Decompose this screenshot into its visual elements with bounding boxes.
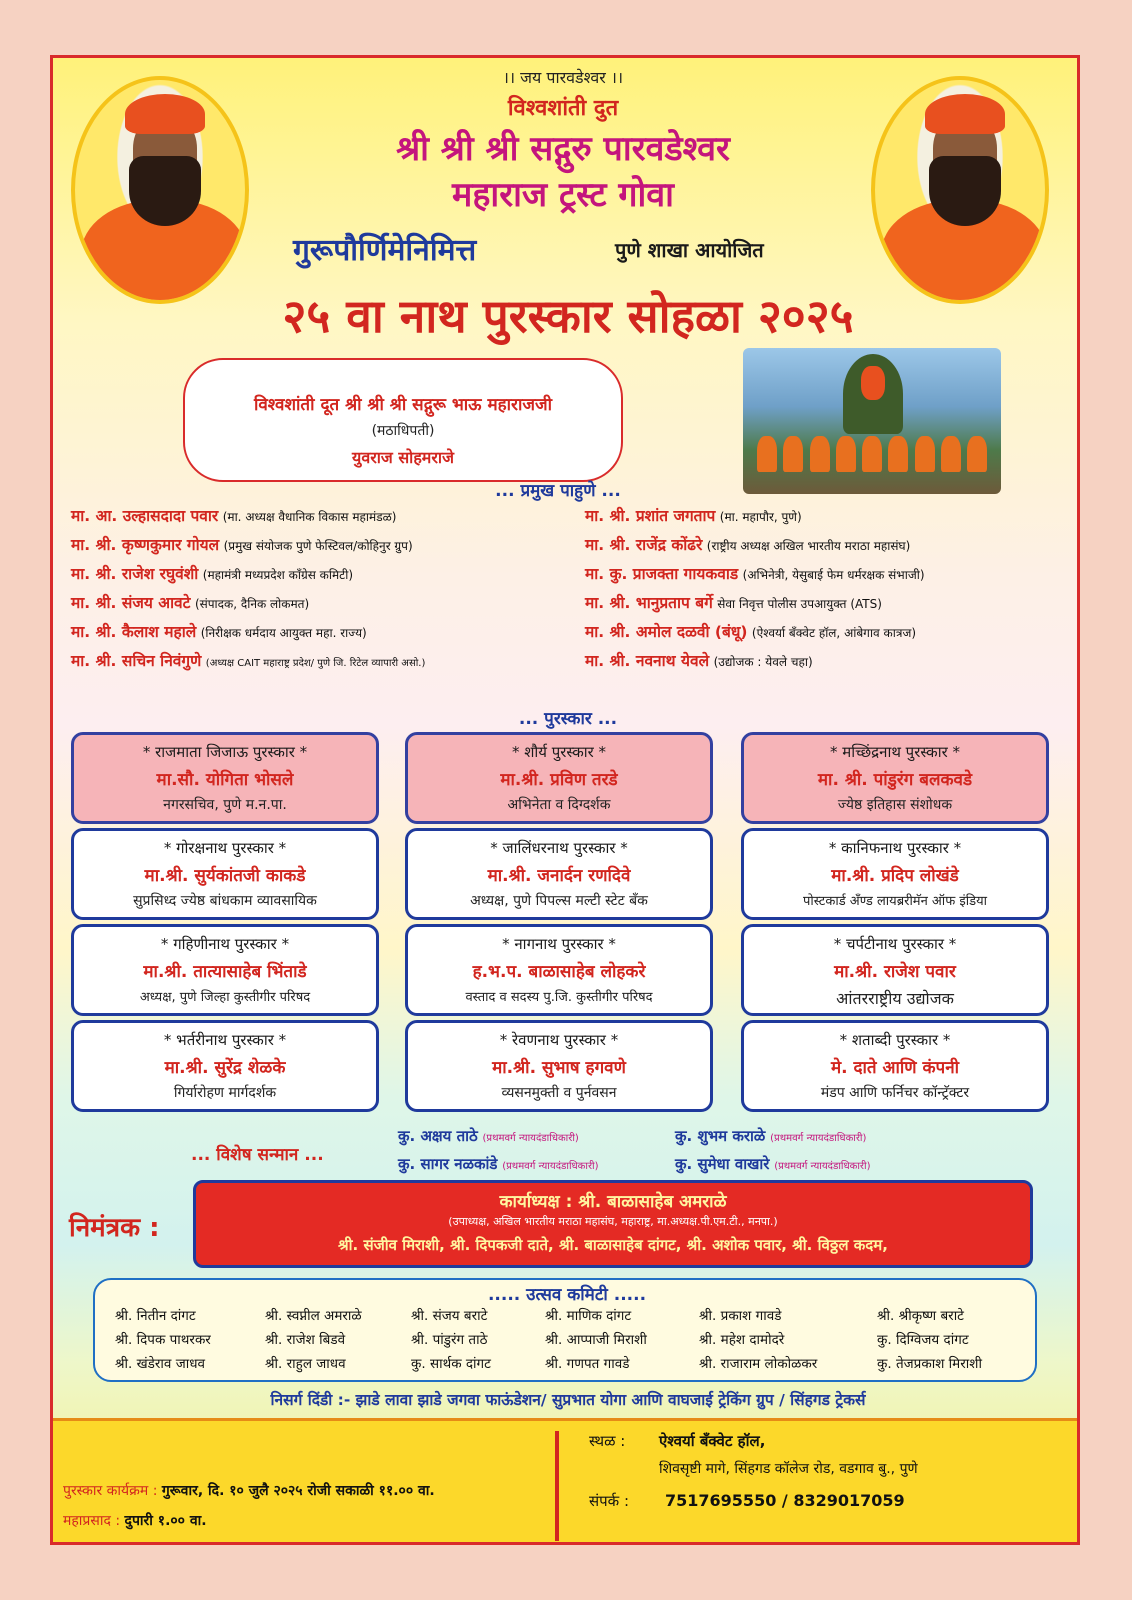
committee-member: श्री. माणिक दांगट [545,1308,632,1324]
committee-member: श्री. आप्पाजी मिराशी [545,1332,647,1348]
contact-label: संपर्क : [589,1492,630,1510]
committee-member: श्री. राजेश बिडवे [265,1332,346,1348]
committee-member: श्री. राहुल जाधव [265,1356,346,1372]
special-label: ... विशेष सन्मान ... [191,1145,324,1165]
committee-member: श्री. खंडेराव जाधव [115,1356,206,1372]
guru-photo-left [71,76,249,304]
program-info: पुरस्कार कार्यक्रम : गुरूवार, दि. १० जुलै २०२५ रोजी सकाळी ११.०० वा. [63,1483,435,1499]
venue-label: स्थळ : [589,1432,626,1450]
committee-heading: ..... उत्सव कमिटी ..... [487,1285,647,1305]
subtitle: विश्वशांती दुत [507,96,619,121]
award-card-1: * राजमाता जिजाऊ पुरस्कार * मा.सौ. योगिता भोसले नगरसचिव, पुणे म.न.पा. [71,732,379,824]
committee-member: श्री. महेश दामोदरे [699,1332,785,1348]
invocation: ।। जय पारवडेश्वर ।। [502,68,624,87]
event-title: २५ वा नाथ पुरस्कार सोहळा २०२५ [282,289,854,343]
nisarg-dindi: निसर्ग दिंडी :- झाडे लावा झाडे जगवा फाऊंडेशन/ सुप्रभात योगा आणि वाघजाई ट्रेकिंग ग्रुप / सिंहगड ट्रेकर्स [270,1391,866,1409]
trust-name-line1: श्री श्री श्री सद्गुरु पारवडेश्वर [396,129,730,169]
guest-right-2: मा. श्री. राजेंद्र कोंढरे (राष्ट्रीय अध्यक्ष अखिल भारतीय मराठा महासंघ) [585,536,911,554]
award-card-2: * शौर्य पुरस्कार * मा.श्री. प्रविण तरडे अभिनेता व दिग्दर्शक [405,732,713,824]
nath-saints-painting [743,348,1001,494]
trust-name-line2: महाराज ट्रस्ट गोवा [452,175,674,215]
guest-right-4: मा. श्री. भानुप्रताप बर्गे सेवा निवृत्त पोलीस उपआयुक्त (ATS) [585,594,882,612]
chief-name: विश्वशांती दूत श्री श्री श्री सद्गुरू भाऊ महाराजजी [253,395,553,415]
chief-second: युवराज सोहमराजे [352,448,454,467]
guest-left-2: मा. श्री. कृष्णकुमार गोयल (प्रमुख संयोजक पुणे फेस्टिवल/कोहिनुर ग्रुप) [71,536,413,554]
guest-right-5: मा. श्री. अमोल दळवी (बंधू) (ऐश्वर्या बँक्वेट हॉल, आंबेगाव कात्रज) [585,623,917,641]
prasad-info: महाप्रसाद : दुपारी १.०० वा. [63,1513,207,1529]
guest-right-1: मा. श्री. प्रशांत जगताप (मा. महापौर, पुणे) [585,507,802,525]
committee-member: श्री. पांडुरंग ताठे [411,1332,488,1348]
committee-member: कु. दिग्विजय दांगट [877,1332,969,1348]
award-card-3: * मच्छिंद्रनाथ पुरस्कार * मा. श्री. पांडुरंग बलकवडे ज्येष्ठ इतिहास संशोधक [741,732,1049,824]
committee-member: श्री. दिपक पाथरकर [115,1332,211,1348]
committee-member: कु. सार्थक दांगट [411,1356,491,1372]
guests-heading: ... प्रमुख पाहुणे ... [495,481,621,501]
guest-left-6: मा. श्री. सचिन निवंगुणे (अध्यक्ष CAIT महाराष्ट्र प्रदेश/ पुणे जि. रिटेल व्यापारी असो.) [71,652,426,670]
venue-line1: ऐश्वर्या बँक्वेट हॉल, [659,1432,766,1450]
nimantrak-president: कार्याध्यक्ष : श्री. बाळासाहेब अमराळे [499,1192,727,1212]
award-card-12: * शताब्दी पुरस्कार * मे. दाते आणि कंपनी मंडप आणि फर्निचर कॉन्ट्रॅक्टर [741,1020,1049,1112]
award-card-8: * नागनाथ पुरस्कार * ह.भ.प. बाळासाहेब लोहकरे वस्ताद व सदस्य पु.जि. कुस्तीगीर परिषद [405,924,713,1016]
guest-left-1: मा. आ. उल्हासदादा पवार (मा. अध्यक्ष वैधानिक विकास महामंडळ) [71,507,397,525]
committee-member: कु. तेजप्रकाश मिराशी [877,1356,982,1372]
nimantrak-president-note: (उपाध्यक्ष, अखिल भारतीय मराठा महासंघ, महाराष्ट्र, मा.अध्यक्ष.पी.एम.टी., मनपा.) [448,1215,778,1228]
guest-right-3: मा. कु. प्राजक्ता गायकवाड (अभिनेत्री, येसुबाई फेम धर्मरक्षक संभाजी) [585,565,925,583]
award-card-5: * जालिंधरनाथ पुरस्कार * मा.श्री. जनार्दन रणदिवे अध्यक्ष, पुणे पिपल्स मल्टी स्टेट बँक [405,828,713,920]
special-person-2: कु. शुभम कराळे (प्रथमवर्ग न्यायदंडाधिकारी) [675,1127,867,1145]
award-card-6: * कानिफनाथ पुरस्कार * मा.श्री. प्रदिप लोखंडे पोस्टकार्ड अँण्ड लायब्ररीमॅन ऑफ इंडिया [741,828,1049,920]
guest-left-4: मा. श्री. संजय आवटे (संपादक, दैनिक लोकमत) [71,594,310,612]
committee-member: श्री. गणपत गावडे [545,1356,630,1372]
occasion: गुरूपौर्णिमेनिमित्त [293,233,477,268]
special-person-4: कु. सुमेधा वाखारे (प्रथमवर्ग न्यायदंडाधिकारी) [675,1155,871,1173]
nimantrak-label: निमंत्रक : [69,1213,160,1243]
committee-member: श्री. नितीन दांगट [115,1308,196,1324]
guest-left-3: मा. श्री. राजेश रघुवंशी (महामंत्री मध्यप्रदेश कॉंग्रेस कमिटी) [71,565,354,583]
footer-bar [53,1418,1080,1545]
award-card-11: * रेवणनाथ पुरस्कार * मा.श्री. सुभाष हगवणे व्यसनमुक्ती व पुर्नवसन [405,1020,713,1112]
nimantrak-box [193,1180,1033,1268]
poster [50,55,1080,1545]
committee-member: श्री. राजाराम लोकोळकर [699,1356,818,1372]
committee-box [93,1278,1037,1382]
guru-photo-right [871,76,1049,304]
special-person-3: कु. सागर नळकांडे (प्रथमवर्ग न्यायदंडाधिकारी) [398,1155,599,1173]
awards-heading: ... पुरस्कार ... [518,709,618,729]
award-card-4: * गोरक्षनाथ पुरस्कार * मा.श्री. सुर्यकांतजी काकडे सुप्रसिध्द ज्येष्ठ बांधकाम व्यावसायिक [71,828,379,920]
award-card-10: * भर्तरीनाथ पुरस्कार * मा.श्री. सुरेंद्र शेळके गिर्यारोहण मार्गदर्शक [71,1020,379,1112]
contact-value: 7517695550 / 8329017059 [665,1491,905,1510]
award-card-9: * चर्पटीनाथ पुरस्कार * मा.श्री. राजेश पवार आंतरराष्ट्रीय उद्योजक [741,924,1049,1016]
guest-left-5: मा. श्री. कैलाश महाले (निरीक्षक धर्मदाय आयुक्त महा. राज्य) [71,623,367,641]
award-card-7: * गहिणीनाथ पुरस्कार * मा.श्री. तात्यासाहेब भिंताडे अध्यक्ष, पुणे जिल्हा कुस्तीगीर परिषद [71,924,379,1016]
chief-role: (मठाधिपती) [371,423,435,439]
nimantrak-members: श्री. संजीव मिराशी, श्री. दिपकजी दाते, श्री. बाळासाहेब दांगट, श्री. अशोक पवार, श्री. विठ्ठल कदम, [338,1236,888,1254]
chief-guest-box [183,358,623,482]
committee-member: श्री. स्वप्नील अमराळे [265,1308,362,1324]
committee-member: श्री. प्रकाश गावडे [699,1308,782,1324]
venue-line2: शिवसृष्टी मागे, सिंहगड कॉलेज रोड, वडगाव बु., पुणे [659,1461,918,1477]
footer-divider [555,1431,559,1541]
committee-member: श्री. श्रीकृष्ण बराटे [877,1308,964,1324]
special-person-1: कु. अक्षय ताठे (प्रथमवर्ग न्यायदंडाधिकारी) [398,1127,579,1145]
committee-member: श्री. संजय बराटे [411,1308,488,1324]
organizer: पुणे शाखा आयोजित [615,238,764,262]
guest-right-6: मा. श्री. नवनाथ येवले (उद्योजक : येवले चहा) [585,652,813,670]
